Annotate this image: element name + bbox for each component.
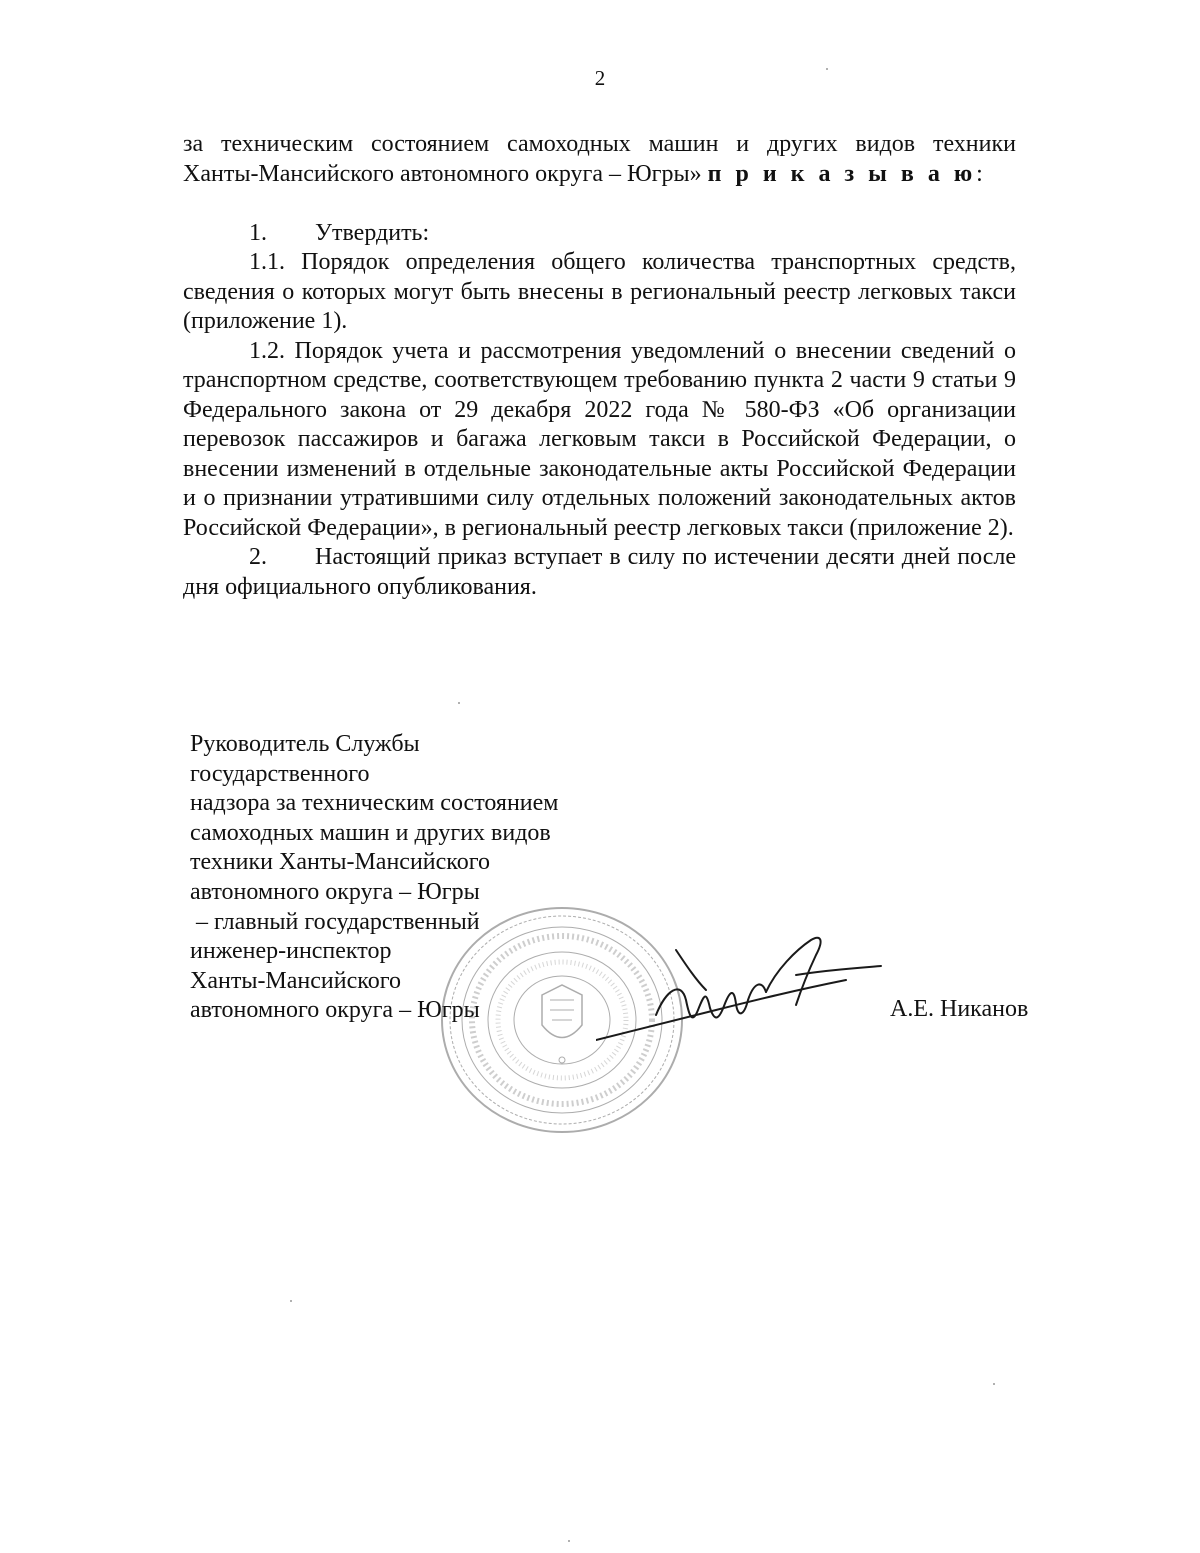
- signatory-line: Руководитель Службы: [190, 731, 420, 757]
- order-word: п р и к а з ы в а ю: [707, 160, 977, 187]
- item-1-2: 1.2. Порядок учета и рассмотрения уведомлений о внесении сведений о транспортном средстве, соответствующем требованию пункта 2 части 9 статьи 9 Федерального закона от 29 декабря 2022 года № 580-ФЗ «Об организации перевозок пассажиров и багажа легковым такси в Российской Федерации, о внесении изменений в отдельные законодательные акты Российской Федерации и о признании утратившими силу отдельных положений законодательных актов Российской Федерации», в региональный реестр легковых такси (приложение 2).: [183, 337, 1016, 541]
- signatory-line: государственного: [190, 760, 370, 787]
- item-2: [183, 543, 1016, 602]
- signatory-line: – главный государственный: [190, 908, 480, 935]
- item-1-text: Утвердить:: [315, 219, 430, 246]
- signatory-line: Ханты-Мансийского: [190, 967, 401, 994]
- signatory-line: самоходных машин и других видов: [190, 819, 551, 846]
- intro-colon: :: [976, 160, 983, 187]
- signatory-line: надзора за техническим состоянием: [190, 790, 559, 817]
- item-1-number: 1.: [249, 219, 267, 246]
- scan-speck: [993, 1383, 995, 1385]
- item-2-number: 2.: [249, 544, 267, 570]
- intro-line-1: за техническим состоянием самоходных машин и других видов техники: [183, 131, 1016, 157]
- intro-line-2: [183, 160, 1016, 190]
- signatory-line: инженер-инспектор: [190, 938, 392, 965]
- scan-speck: [568, 1540, 570, 1542]
- item-1-1: 1.1. Порядок определения общего количества транспортных средств, сведения о которых могут быть внесены в региональный реестр легковых такси (приложение 1).: [183, 249, 1016, 334]
- scan-speck: [826, 68, 828, 70]
- document-body: [183, 130, 1016, 602]
- handwritten-signature: [596, 920, 896, 1060]
- item-2-text: Настоящий приказ вступает в силу по истечении десяти дней после дня официального опубликования.: [183, 544, 1016, 600]
- signatory-line: техники Ханты-Мансийского: [190, 849, 490, 876]
- page-number: 2: [594, 66, 606, 90]
- signatory-line: автономного округа – Югры: [190, 997, 480, 1024]
- item-1: [183, 219, 1016, 249]
- scan-speck: [290, 1300, 292, 1302]
- intro-line-2-text: Ханты-Мансийского автономного округа – Югры»: [183, 160, 702, 187]
- scan-speck: [458, 702, 460, 704]
- signatory-line: автономного округа – Югры: [190, 878, 480, 905]
- signer-name: А.Е. Никанов: [890, 996, 1029, 1022]
